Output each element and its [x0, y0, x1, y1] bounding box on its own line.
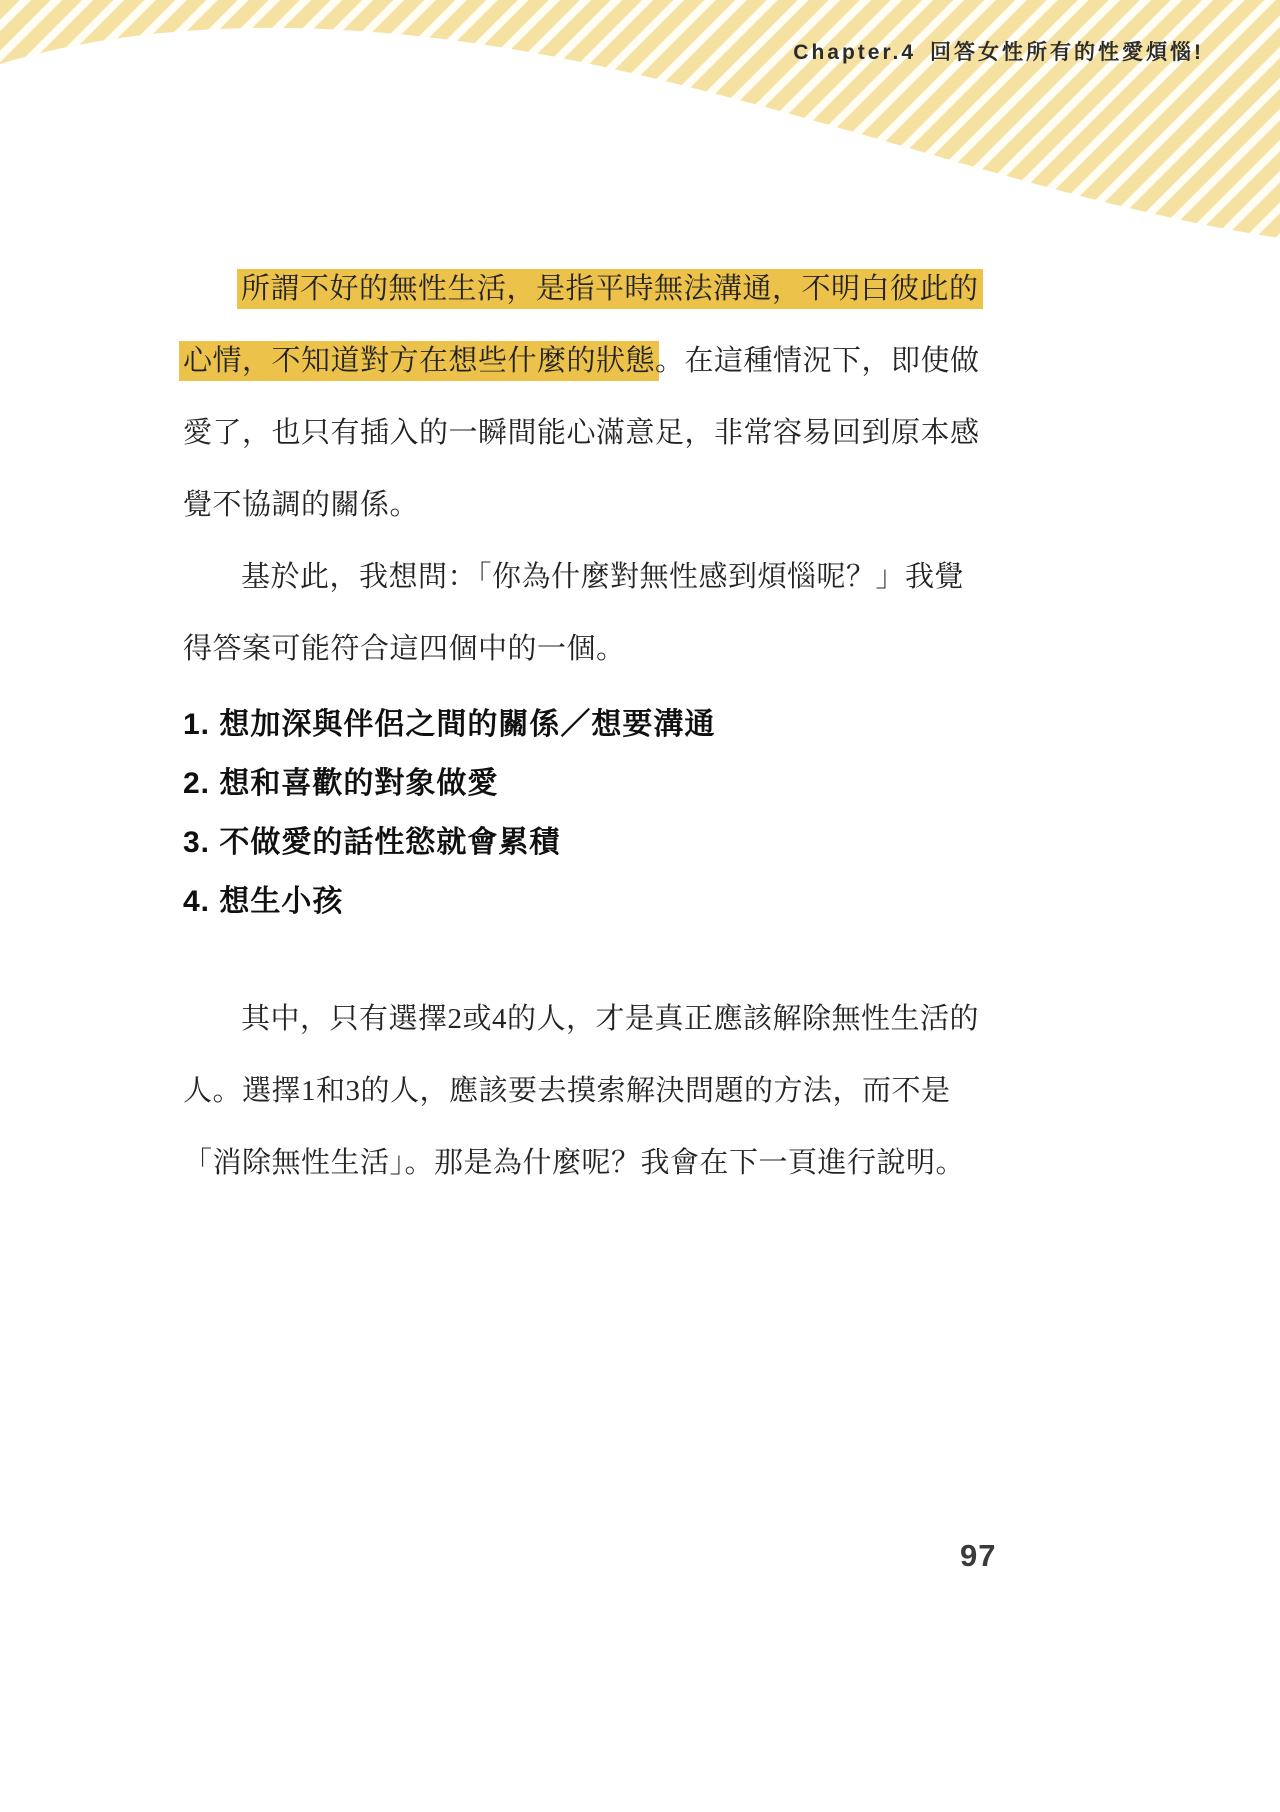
body-text: 覺不協調的關係。 — [183, 489, 420, 521]
text-line — [183, 983, 980, 1055]
body-text: 基於此，我想問：「你為什麼對無性感到煩惱呢？」我覺 — [241, 561, 965, 593]
reason-item: 3. 不做愛的話性慾就會累積 — [183, 826, 561, 859]
text-line — [183, 397, 980, 469]
text-line — [183, 1127, 973, 1199]
highlighted-text: 所謂不好的無性生活，是指平時無法溝通，不明白彼此的 — [237, 269, 983, 309]
paragraph-bad-sexless-life — [183, 253, 980, 541]
text-line — [183, 253, 979, 325]
reason-item: 1. 想加深與伴侶之間的關係／想要溝通 — [183, 708, 716, 741]
body-text: 「消除無性生活」。那是為什麼呢？我會在下一頁進行說明。 — [183, 1147, 966, 1179]
body-text: 得答案可能符合這四個中的一個。 — [183, 633, 626, 665]
text-line — [183, 613, 973, 685]
paragraph-conclusion — [183, 983, 980, 1199]
chapter-header — [793, 36, 1204, 66]
body-text: 人。選擇1和3的人，應該要去摸索解決問題的方法，而不是 — [183, 1075, 951, 1107]
body-text: 其中，只有選擇2或4的人，才是真正應該解除無性生活的 — [241, 1003, 980, 1035]
text-line — [183, 1055, 973, 1127]
text-line — [183, 325, 980, 397]
chapter-label: Chapter.4 — [793, 41, 916, 64]
reasons-list — [183, 695, 973, 931]
page-number: 97 — [960, 1538, 997, 1573]
text-line — [183, 541, 973, 613]
body-text: 愛了，也只有插入的一瞬間能心滿意足，非常容易回到原本感 — [183, 417, 980, 449]
highlighted-text: 心情，不知道對方在想些什麼的狀態 — [179, 341, 659, 381]
page-content — [183, 253, 980, 1199]
body-text: 。在這種情況下，即使做 — [655, 345, 980, 377]
reason-item: 4. 想生小孩 — [183, 885, 344, 918]
chapter-title: 回答女性所有的性愛煩惱! — [930, 41, 1204, 64]
text-line — [183, 469, 973, 541]
paragraph-question — [183, 541, 973, 685]
reason-item: 2. 想和喜歡的對象做愛 — [183, 767, 499, 800]
